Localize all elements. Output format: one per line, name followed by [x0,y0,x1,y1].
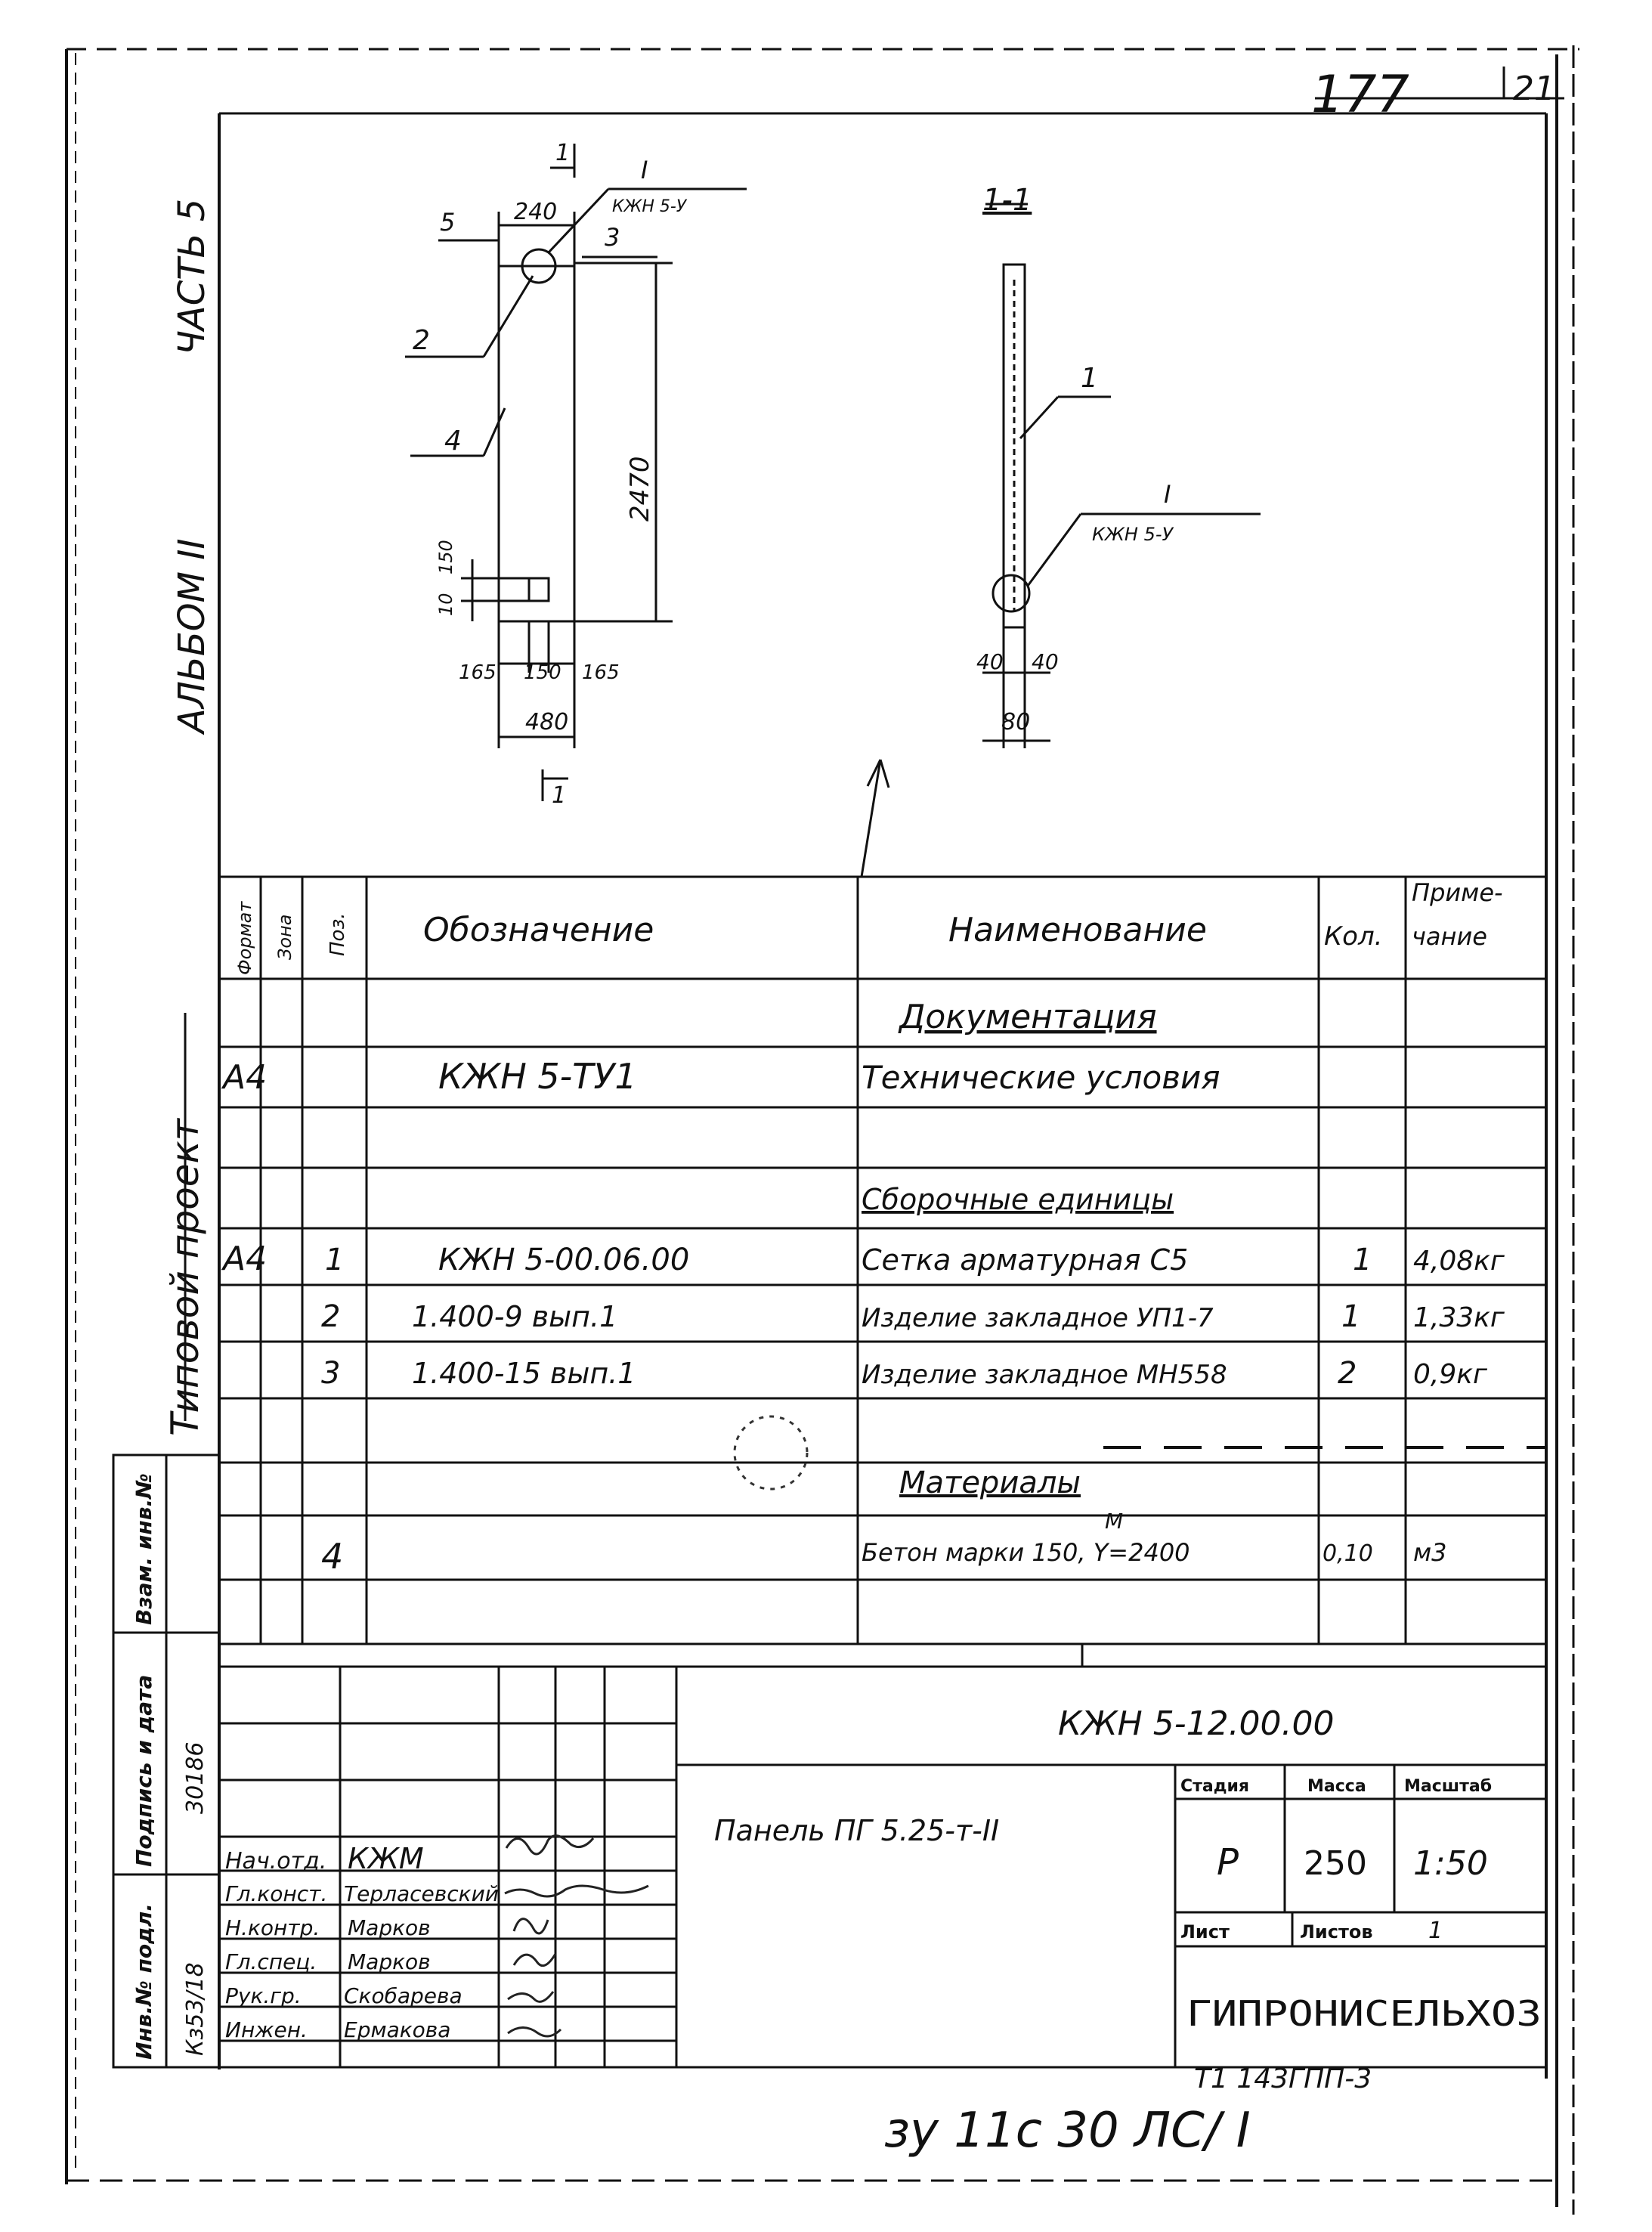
section-documentation: Документация [899,998,1157,1036]
leader-5: 5 [440,208,456,237]
role-5: Рук.гр. [225,1983,302,2008]
name-1: КЖМ [348,1842,424,1875]
row2-pos: 1 [325,1243,345,1277]
row5-note: м3 [1413,1538,1447,1567]
panel-section-view [862,204,1261,877]
bottom-handwriting: зу 11с 30 ЛС/ I [884,2103,1251,2159]
name-3: Марков [348,1915,431,1940]
side-stamp-inv-orig: Инв.№ подл. [131,1903,156,2060]
row3-qty: 1 [1341,1299,1361,1334]
row2-note: 4,08кг [1413,1246,1505,1277]
side-stamp-sign-date-value: 30186 [182,1741,209,1814]
row2-name: Сетка арматурная С5 [862,1243,1189,1277]
row3-pos: 2 [321,1299,341,1334]
header-note-1: Приме- [1412,878,1503,907]
role-1: Нач.отд. [225,1848,327,1874]
row3-name: Изделие закладное УП1-7 [862,1303,1214,1333]
row1-name: Технические условия [862,1059,1220,1096]
row3-designation: 1.400-9 вып.1 [412,1300,618,1333]
scale-label: Масштаб [1404,1777,1493,1796]
detail-ref: КЖН 5-У [612,197,687,216]
dim-b-right: 165 [582,661,620,684]
sheets-label: Листов [1300,1921,1373,1943]
row5-qty: 0,10 [1323,1540,1373,1567]
doc-title: Панель ПГ 5.25-т-II [714,1814,1000,1847]
below-code: Т1 143ГПП-3 [1194,2063,1372,2094]
leader-4: 4 [444,426,462,457]
side-stamp-sign-date: Подпись и дата [131,1674,156,1867]
row5-pos: 4 [321,1536,344,1577]
leader-3: 3 [605,223,620,252]
header-note-2: чание [1412,922,1487,951]
row4-designation: 1.400-15 вып.1 [412,1357,636,1390]
role-6: Инжен. [225,2017,308,2042]
header-name: Наименование [948,911,1207,949]
section-mark-top: 1 [555,140,571,166]
dim-v-10: 10 [435,593,456,616]
header-format: Формат [234,901,255,975]
header-pos: Поз. [326,912,349,956]
doc-code: КЖН 5-12.00.00 [1058,1704,1335,1743]
leader-1: 1 [1081,363,1098,394]
dim-b-mid: 150 [524,661,561,684]
row2-designation: КЖН 5-00.06.00 [438,1243,690,1277]
side-label-part: ЧАСТЬ 5 [171,198,213,355]
header-designation: Обозначение [423,911,654,949]
dim-top-width: 240 [514,199,558,225]
dim-s-right: 40 [1032,649,1059,674]
dim-height: 2470 [625,456,655,522]
concrete-mark: М [1105,1509,1124,1534]
row1-designation: КЖН 5-ТУ1 [438,1056,637,1097]
section-detail-callout: I [1164,480,1171,509]
row3-note: 1,33кг [1413,1302,1505,1333]
organization: ГИПРОНИСЕЛЬХОЗ [1186,1993,1542,2034]
stage-value: Р [1217,1841,1239,1884]
row5-name: Бетон марки 150, Y=2400 [862,1538,1190,1567]
role-4: Гл.спец. [225,1949,317,1974]
side-label-project: Типовой проект [163,1119,207,1436]
side-stamp-inv-orig-value: Кз53/18 [182,1962,209,2056]
page-number: 177 [1311,65,1409,125]
header-zone: Зона [274,914,295,960]
dim-b-left: 165 [459,661,497,684]
role-3: Н.контр. [225,1915,320,1940]
row4-note: 0,9кг [1413,1359,1487,1390]
role-2: Гл.конст. [225,1881,328,1906]
dim-s-left: 40 [976,649,1004,674]
section-materials: Материалы [899,1466,1081,1500]
section-title: 1-1 [982,183,1032,218]
mass-label: Масса [1307,1777,1366,1796]
name-4: Марков [348,1949,431,1974]
row2-format: А4 [223,1240,268,1278]
dim-s-total: 80 [1001,709,1031,735]
name-6: Ермакова [344,2017,451,2042]
stage-label: Стадия [1180,1777,1250,1796]
leader-2: 2 [413,325,430,356]
sheet-label: Лист [1180,1921,1230,1943]
row1-format: А4 [223,1058,268,1097]
section-detail-ref: КЖН 5-У [1092,524,1174,545]
detail-callout: I [641,156,648,184]
row4-name: Изделие закладное МН558 [862,1360,1227,1390]
mass-value: 250 [1304,1844,1367,1883]
section-assemblies: Сборочные единицы [862,1183,1174,1216]
section-mark-bottom: 1 [552,782,567,809]
dim-bottom-width: 480 [525,709,569,735]
scale-value: 1:50 [1413,1844,1488,1883]
side-label-album: АЛЬБОМ II [171,538,213,733]
row4-pos: 3 [321,1356,341,1391]
row4-qty: 2 [1338,1356,1357,1391]
name-5: Скобарева [344,1983,462,2008]
header-qty: Кол. [1324,921,1383,952]
panel-front-view [405,144,747,801]
side-stamp-inv-dup: Взам. инв.№ [131,1473,156,1625]
dim-v-150: 150 [435,540,456,574]
sheets-value: 1 [1428,1918,1443,1944]
name-2: Терласевский [344,1881,499,1906]
row2-qty: 1 [1353,1243,1372,1277]
corner-mark: 21 [1513,70,1555,108]
